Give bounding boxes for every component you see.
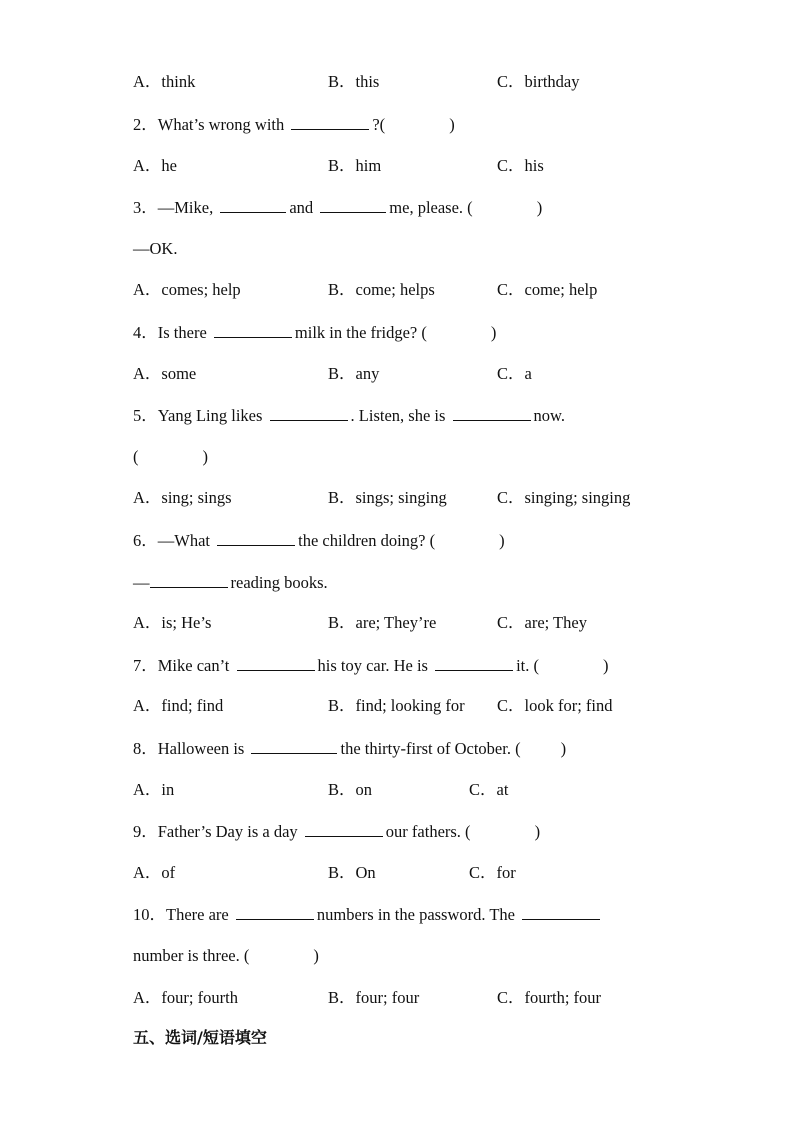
q4-option-c: C．a — [497, 364, 532, 383]
answer-blank[interactable] — [251, 738, 337, 754]
answer-blank[interactable] — [150, 572, 228, 588]
answer-blank[interactable] — [237, 655, 315, 671]
q6-text: the children doing? ( — [298, 531, 436, 550]
q5-option-b: B．sings; singing — [328, 488, 447, 507]
answer-blank[interactable] — [435, 655, 513, 671]
q7-option-b: B．find; looking for — [328, 696, 465, 715]
q4-text: milk in the fridge? ( — [294, 323, 427, 342]
q9-text: Father’s Day is a day — [157, 822, 298, 841]
q10-text: numbers in the password. The — [316, 905, 515, 924]
answer-blank[interactable] — [522, 904, 600, 920]
q6-text: —What — [157, 531, 210, 550]
answer-blank[interactable] — [270, 405, 348, 421]
q7-number: 7． — [133, 656, 158, 675]
q10-number: 10． — [133, 905, 166, 924]
q3-option-b: B．come; helps — [328, 280, 435, 299]
q6-option-b: B．are; They’re — [328, 613, 437, 632]
q4-stem — [133, 322, 496, 343]
q2-stem — [133, 114, 455, 135]
q3-text: —Mike, — [157, 198, 214, 217]
q9-option-b: B．On — [328, 863, 376, 882]
answer-blank[interactable] — [453, 405, 531, 421]
q3-text: ) — [536, 198, 543, 217]
q8-option-c: C．at — [469, 780, 509, 799]
q3-number: 3． — [133, 198, 158, 217]
q7-option-a: A．find; find — [133, 696, 224, 715]
q5-number: 5． — [133, 406, 158, 425]
q2-number: 2． — [133, 115, 158, 134]
q10-option-b: B．four; four — [328, 988, 420, 1007]
q4-text: Is there — [157, 323, 207, 342]
q1-option-a: A．think — [133, 72, 196, 91]
q2-text: ?( — [372, 115, 386, 134]
q10-option-c: C．fourth; four — [497, 988, 602, 1007]
answer-blank[interactable] — [217, 530, 295, 546]
q3-stem — [133, 197, 542, 218]
q2-option-b: B．him — [328, 156, 382, 175]
q7-text: ) — [603, 656, 609, 675]
q2-text: ) — [449, 115, 455, 134]
q8-text: the thirty-first of October. ( — [340, 739, 521, 758]
q10-option-a: A．four; fourth — [133, 988, 238, 1007]
answer-blank[interactable] — [291, 114, 369, 130]
q8-text: ) — [560, 739, 567, 758]
q5-text: now. — [533, 406, 566, 425]
q5-option-a: A．sing; sings — [133, 488, 232, 507]
q1-option-b: B．this — [328, 72, 380, 91]
q5-option-c: C．singing; singing — [497, 488, 631, 507]
paren-close: ) — [202, 447, 208, 466]
q8-number: 8． — [133, 739, 158, 758]
q7-text: Mike can’t — [157, 656, 230, 675]
q5-text: Yang Ling likes — [157, 406, 263, 425]
q10-stem-cont — [133, 946, 319, 966]
section-heading: 五、选词/短语填空 — [133, 1028, 267, 1047]
q2-option-c: C．his — [497, 156, 544, 175]
q6-option-c: C．are; They — [497, 613, 587, 632]
q3-option-c: C．come; help — [497, 280, 598, 299]
q6-text: ) — [499, 531, 505, 550]
q8-option-b: B．on — [328, 780, 373, 799]
q10-text: number is three. ( — [133, 946, 250, 965]
paren-open: ( — [133, 447, 139, 466]
q4-option-b: B．any — [328, 364, 380, 383]
q10-text: There are — [166, 905, 229, 924]
q2-option-a: A．he — [133, 156, 177, 175]
answer-blank[interactable] — [220, 197, 286, 213]
q8-stem — [133, 738, 566, 759]
q5-answer-paren[interactable] — [133, 447, 208, 467]
q3-text: me, please. ( — [389, 198, 473, 217]
q8-text: Halloween is — [157, 739, 245, 758]
q9-text: ) — [534, 822, 541, 841]
q6-option-a: A．is; He’s — [133, 613, 212, 632]
q9-number: 9． — [133, 822, 158, 841]
q7-option-c: C．look for; find — [497, 696, 613, 715]
answer-blank[interactable] — [214, 322, 292, 338]
q8-option-a: A．in — [133, 780, 175, 799]
q5-stem — [133, 405, 565, 426]
q10-stem — [133, 904, 603, 925]
q6-text: reading books. — [230, 573, 328, 592]
q4-option-a: A．some — [133, 364, 197, 383]
q9-option-a: A．of — [133, 863, 176, 882]
q9-option-c: C．for — [469, 863, 516, 882]
q4-text: ) — [490, 323, 497, 342]
q3-reply: —OK. — [133, 239, 178, 258]
q5-text: . Listen, she is — [350, 406, 446, 425]
q1-option-c: C．birthday — [497, 72, 580, 91]
answer-blank[interactable] — [320, 197, 386, 213]
q3-option-a: A．comes; help — [133, 280, 241, 299]
q7-text: it. ( — [516, 656, 540, 675]
q2-text: What’s wrong with — [157, 115, 285, 134]
q6-stem — [133, 530, 505, 551]
q9-text: our fathers. ( — [385, 822, 471, 841]
q6-text: — — [133, 573, 150, 592]
q10-text: ) — [313, 946, 319, 965]
q4-number: 4． — [133, 323, 158, 342]
answer-blank[interactable] — [236, 904, 314, 920]
answer-blank[interactable] — [305, 821, 383, 837]
q6-reply — [133, 572, 328, 593]
q7-text: his toy car. He is — [317, 656, 428, 675]
q7-stem — [133, 655, 609, 676]
q6-number: 6． — [133, 531, 158, 550]
q9-stem — [133, 821, 540, 842]
q3-text: and — [289, 198, 314, 217]
